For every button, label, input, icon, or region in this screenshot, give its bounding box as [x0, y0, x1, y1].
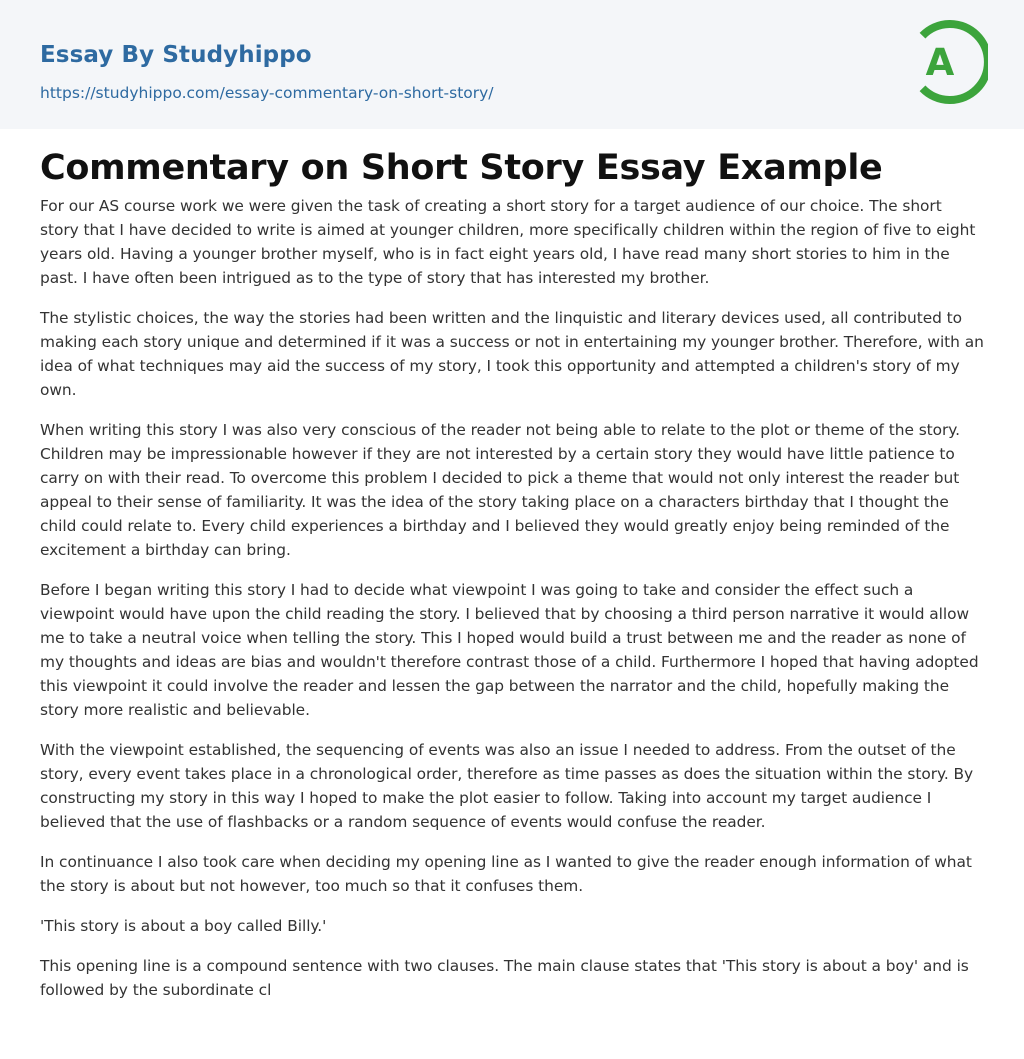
site-title[interactable]: Essay By Studyhippo — [40, 42, 312, 68]
essay-paragraph: Before I began writing this story I had to decide what viewpoint I was going to take and consider the effect such a viewpoint would have upon the child reading the story. I believed that by choosing a third person narrative it would allow me to take a neutral voice when telling the story. This I hoped would build a trust between me and the reader as none of my thoughts and ideas are bias and wouldn't therefore contrast those of a child. Furthermore I hoped that having adopted this viewpoint it could involve the reader and lessen the gap between the narrator and the child, hopefully making the story more realistic and believable. — [40, 581, 979, 719]
logo-letter: A — [925, 41, 955, 84]
essay-quote: 'This story is about a boy called Billy.' — [40, 917, 327, 935]
essay-body — [40, 194, 984, 1018]
essay-url-link[interactable]: https://studyhippo.com/essay-commentary-on-short-story/ — [40, 84, 494, 102]
essay-paragraph: When writing this story I was also very conscious of the reader not being able to relate to the plot or theme of the story. Children may be impressionable however if they are not interested by a certain story they would have little patience to carry on with their read. To overcome this problem I decided to pick a theme that would not only interest the reader but appeal to their sense of familiarity. It was the idea of the story taking place on a characters birthday that I thought the child could relate to. Every child experiences a birthday and I believed they would greatly enjoy being reminded of the excitement a birthday can bring. — [40, 421, 961, 559]
essay-paragraph: With the viewpoint established, the sequencing of events was also an issue I needed to address. From the outset of the story, every event takes place in a chronological order, therefore as time passes as does the situation within the story. By constructing my story in this way I hoped to make the plot easier to follow. Taking into account my target audience I believed that the use of flashbacks or a random sequence of events would confuse the reader. — [40, 741, 974, 831]
essay-paragraph: In continuance I also took care when deciding my opening line as I wanted to give the reader enough information of what the story is about but not however, too much so that it confuses them. — [40, 853, 972, 895]
essay-paragraph: For our AS course work we were given the task of creating a short story for a target audience of our choice. The short story that I have decided to write is aimed at younger children, more specifically children within the region of five to eight years old. Having a younger brother myself, who is in fact eight years old, I have read many short stories to him in the past. I have often been intrigued as to the type of story that has interested my brother. — [40, 197, 976, 287]
essay-title: Commentary on Short Story Essay Example — [40, 148, 883, 188]
essay-paragraph: This opening line is a compound sentence with two clauses. The main clause states that 'This story is about a boy' and is followed by the subordinate cl — [40, 957, 969, 999]
studyhippo-logo-icon[interactable] — [912, 18, 988, 106]
essay-paragraph: The stylistic choices, the way the stories had been written and the linquistic and literary devices used, all contributed to making each story unique and determined if it was a success or not in entertaining my younger brother. Therefore, with an idea of what techniques may aid the success of my story, I took this opportunity and attempted a children's story of my own. — [40, 309, 984, 399]
